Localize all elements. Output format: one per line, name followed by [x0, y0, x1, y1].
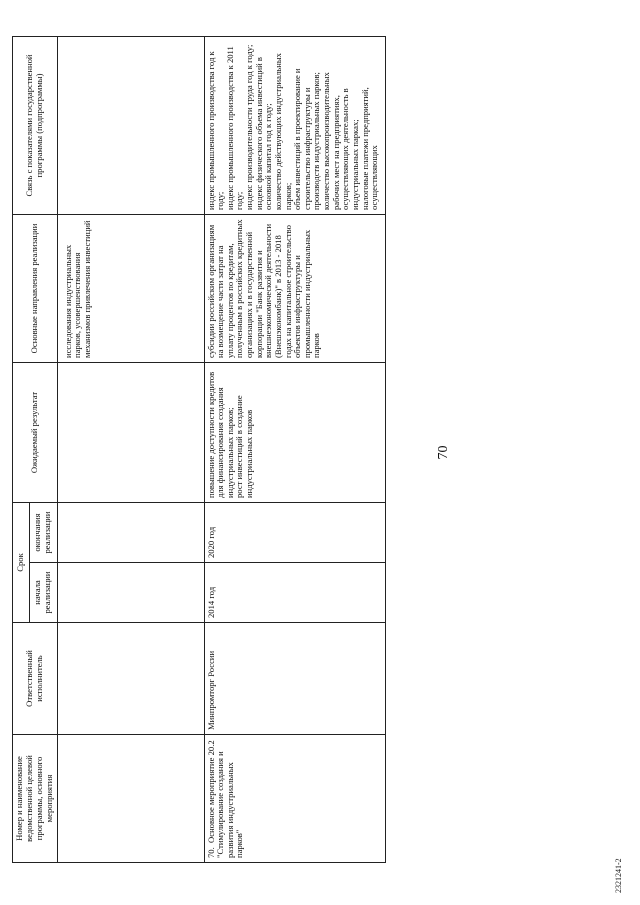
- cell-number-name: [204, 735, 385, 863]
- header-term-start: начала реализации: [29, 563, 57, 623]
- page-number: 70: [436, 445, 451, 460]
- header-number-name: Номер и наименование ведомственной целевой программы, основного мероприятия: [13, 735, 58, 863]
- program-table: [12, 36, 386, 863]
- table-row-70: [204, 36, 385, 862]
- cell-empty: [57, 502, 204, 562]
- cell-directions: субсидии российским организациям на возмещение части затрат на уплату процентов по кредитам, полученным в российских кредитных организациях и в государственной корпорации "Банк развития и внешнеэкономической деятельности (Внешэкономбанк)" в 2013 - 2018 годах на капитальное строительство объектов инфраструктуры и промышленности индустриальных парков: [204, 214, 385, 362]
- header-term-end: окончания реализации: [29, 502, 57, 562]
- cell-empty: [57, 623, 204, 735]
- cell-empty: [57, 362, 204, 502]
- cell-empty: [57, 735, 204, 863]
- footer-code: 2321241-2: [614, 858, 623, 893]
- cell-executor: Минпромторг России: [204, 623, 385, 735]
- cell-result: повышение доступности кредитов для финансирования создания индустриальных парков; рост инвестиций в создание индустриальных парков: [204, 362, 385, 502]
- row-name: Основное мероприятие 20.2 "Стимулирование создания и развития индустриальных парков": [205, 740, 245, 858]
- cell-link: индекс промышленного производства год к году; индекс промышленного производства к 2011 году; индекс производительности труда год к году; индекс физического объема инвестиций в основной капитал год к году; количество действующих индустриальных парков; объем инвестиций в проектирование и строительство инфраструктуры и производств индустриальных парков; количество высокопроизводительных рабочих мест на предприятиях, осуществляющих деятельность в индустриальных парках; налоговые платежи предприятий, осуществляющих: [204, 36, 385, 214]
- header-directions: Основные направления реализации: [13, 214, 58, 362]
- header-executor: Ответственный исполнитель: [13, 623, 58, 735]
- header-term: Срок: [13, 502, 30, 622]
- header-link: Связь с показателями государственной программы (подпрограммы): [13, 36, 58, 214]
- cell-end: 2020 год: [204, 502, 385, 562]
- header-result: Ожидаемый результат: [13, 362, 58, 502]
- cell-start: 2014 год: [204, 563, 385, 623]
- cell-empty: [57, 563, 204, 623]
- header-row: [13, 36, 30, 862]
- row-number: 70.: [205, 847, 216, 858]
- continuation-row: [57, 36, 204, 862]
- cell-empty: [57, 36, 204, 214]
- cell-directions-cont: исследования индустриальных парков, усовершенствования механизмов привлечения инвестиций: [57, 214, 204, 362]
